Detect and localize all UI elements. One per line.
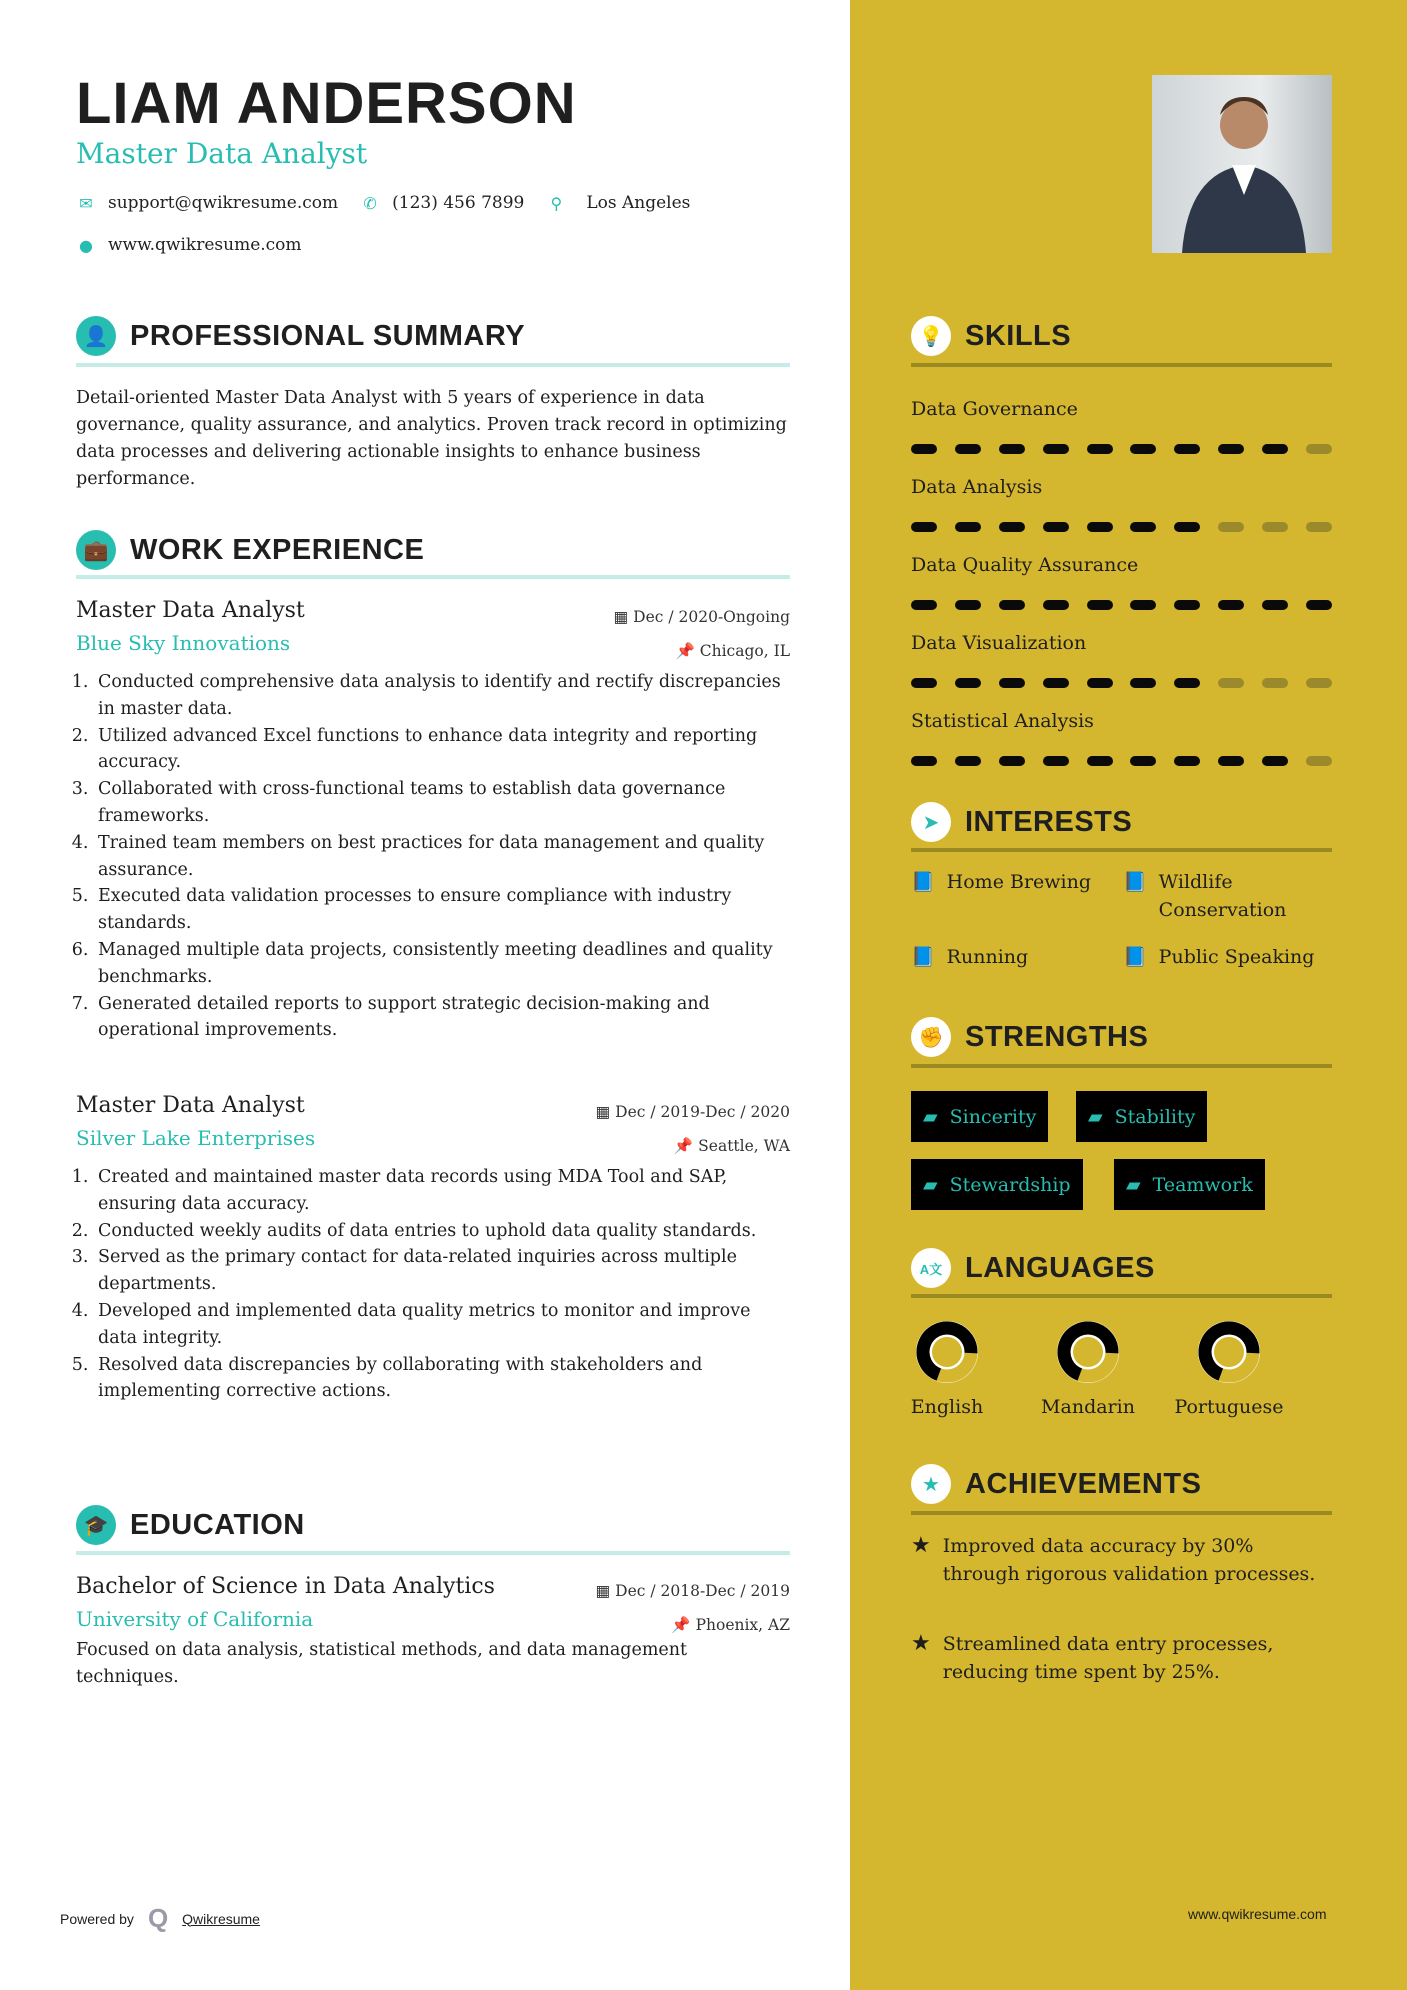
skill-name: Data Analysis: [911, 476, 1043, 498]
skill-dash: [911, 678, 937, 688]
experience-heading: 💼 WORK EXPERIENCE: [76, 530, 424, 570]
skill-dash: [1130, 600, 1156, 610]
briefcase-icon: 💼: [76, 530, 116, 570]
skill-dash: [1043, 756, 1069, 766]
strength-tag: ▰ Teamwork: [1114, 1159, 1265, 1210]
skill-dash: [911, 600, 937, 610]
interest-item: 📘 Running: [911, 943, 1028, 971]
skill-dash: [955, 678, 981, 688]
job-dates: ▦ Dec / 2020-Ongoing: [613, 608, 790, 626]
skill-dash: [999, 600, 1025, 610]
skill-dash: [1087, 600, 1113, 610]
website-row: [76, 235, 302, 255]
book-icon: 📘: [1123, 946, 1147, 968]
calendar-icon: ▦: [595, 1103, 611, 1121]
language-name: English: [910, 1396, 984, 1418]
book-icon: 📘: [1123, 871, 1147, 893]
achievements-heading: ★ ACHIEVEMENTS: [911, 1464, 1201, 1504]
website[interactable]: www.qwikresume.com: [108, 235, 302, 255]
skill-dash: [999, 756, 1025, 766]
phone-icon: ✆: [363, 193, 377, 213]
skill-dash: [1262, 522, 1288, 532]
language-item: [1023, 1320, 1153, 1418]
skill-dash: [955, 522, 981, 532]
graduation-icon: 🎓: [76, 1505, 116, 1545]
company: Silver Lake Enterprises: [76, 1126, 316, 1150]
skill-dash: [955, 600, 981, 610]
school: University of California: [76, 1607, 314, 1631]
skill-item: [911, 398, 1332, 454]
skill-dash: [1087, 678, 1113, 688]
book-icon: ▰: [923, 1105, 938, 1128]
interest-item: 📘 Public Speaking: [1123, 943, 1314, 971]
skill-dash: [1306, 678, 1332, 688]
job-dates: ▦ Dec / 2019-Dec / 2020: [595, 1103, 790, 1121]
pin-icon: 📌: [673, 1137, 694, 1155]
skill-dash: [1043, 678, 1069, 688]
skill-dash: [1130, 522, 1156, 532]
skill-dash: [1306, 600, 1332, 610]
envelope-icon: ✉: [79, 193, 93, 213]
calendar-icon: ▦: [613, 608, 629, 626]
skill-dash: [1218, 678, 1244, 688]
skill-dash: [999, 444, 1025, 454]
skill-dash: [1174, 522, 1200, 532]
achievement-item: ★ Improved data accuracy by 30% through rigorous validation processes.: [911, 1532, 1332, 1588]
skill-dash: [1130, 756, 1156, 766]
skill-dash: [1174, 678, 1200, 688]
education-heading: 🎓 EDUCATION: [76, 1505, 305, 1545]
job-location: 📌 Chicago, IL: [675, 642, 790, 660]
skill-dash: [1306, 522, 1332, 532]
divider: [76, 363, 790, 367]
strengths-heading: ✊ STRENGTHS: [911, 1017, 1148, 1057]
skill-dash: [911, 756, 937, 766]
job-entry: [76, 1093, 790, 1405]
candidate-title: Master Data Analyst: [76, 137, 368, 170]
language-item: [1164, 1320, 1294, 1418]
skill-item: [911, 476, 1332, 532]
education-dates: ▦ Dec / 2018-Dec / 2019: [595, 1582, 790, 1600]
degree: Bachelor of Science in Data Analytics: [76, 1574, 495, 1599]
skill-dash: [1174, 444, 1200, 454]
skill-dash: [1262, 756, 1288, 766]
skill-item: [911, 632, 1332, 688]
education-location: 📌 Phoenix, AZ: [671, 1616, 790, 1634]
skill-dash: [1043, 444, 1069, 454]
skill-level-bar: [911, 678, 1332, 688]
skill-item: [911, 710, 1332, 766]
language-name: Portuguese: [1174, 1396, 1284, 1418]
divider: [911, 1064, 1332, 1068]
skill-dash: [1130, 444, 1156, 454]
skill-level-bar: [911, 444, 1332, 454]
skill-item: [911, 554, 1332, 610]
skill-name: Data Quality Assurance: [911, 554, 1139, 576]
education-description: Focused on data analysis, statistical methods, and data management techniques.: [76, 1640, 688, 1687]
star-icon: ★: [911, 1631, 931, 1656]
book-icon: 📘: [911, 871, 935, 893]
job-bullets: 1. Conducted comprehensive data analysis to identify and rectify discrepancies in master data. 2. Utilized advanced Excel functions to enhance data integrity and reporting accuracy. 3. Collaborated with cross-functional teams to establish data governance frameworks. 4. Trained team members on best practices for data management and quality assurance. 5. Executed data validation processes to ensure compliance with industry standards. 6. Managed multiple data projects, consistently meeting deadlines and quality benchmarks. 7. Generated detailed reports to support strategic decision-making and operational improvements.: [76, 669, 790, 1044]
skill-dash: [999, 522, 1025, 532]
skill-level-bar: [911, 600, 1332, 610]
company: Blue Sky Innovations: [76, 631, 291, 655]
paper-plane-icon: ➤: [911, 802, 951, 842]
divider: [911, 848, 1332, 852]
skill-dash: [1174, 600, 1200, 610]
map-pin-icon: ⚲: [550, 193, 563, 213]
skills-heading: 💡 SKILLS: [911, 316, 1071, 356]
skill-dash: [1306, 444, 1332, 454]
book-icon: ▰: [923, 1173, 938, 1196]
email[interactable]: support@qwikresume.com: [108, 193, 339, 213]
fist-icon: ✊: [911, 1017, 951, 1057]
calendar-icon: ▦: [595, 1582, 611, 1600]
skill-dash: [1306, 756, 1332, 766]
summary-text: Detail-oriented Master Data Analyst with 5 years of experience in data governance, quality assurance, and analytics. Proven track record in optimizing data processes and delivering actionable insights to enhance business performance.: [76, 388, 787, 489]
strength-tag: ▰ Sincerity: [911, 1091, 1048, 1142]
language-donut: [1197, 1320, 1261, 1384]
languages-heading: A文 LANGUAGES: [911, 1248, 1155, 1288]
skill-dash: [1043, 600, 1069, 610]
language-item: [882, 1320, 1012, 1418]
skill-dash: [1262, 444, 1288, 454]
book-icon: ▰: [1126, 1173, 1141, 1196]
divider: [76, 1551, 790, 1555]
skill-dash: [1130, 678, 1156, 688]
translate-icon: A文: [911, 1248, 951, 1288]
skill-dash: [1087, 756, 1113, 766]
contact-row: [76, 193, 690, 213]
interests-heading: ➤ INTERESTS: [911, 802, 1132, 842]
skill-dash: [1043, 522, 1069, 532]
user-icon: 👤: [76, 316, 116, 356]
skill-dash: [1087, 444, 1113, 454]
divider: [911, 363, 1332, 367]
brand-link[interactable]: Qwikresume: [182, 1910, 260, 1927]
skill-dash: [1262, 678, 1288, 688]
lightbulb-icon: 💡: [911, 316, 951, 356]
skill-name: Data Governance: [911, 398, 1078, 420]
interest-item: 📘 Wildlife Conservation: [1123, 868, 1323, 924]
skill-name: Statistical Analysis: [911, 710, 1094, 732]
divider: [911, 1511, 1332, 1515]
skill-dash: [911, 444, 937, 454]
skill-dash: [1218, 600, 1244, 610]
pin-icon: 📌: [675, 642, 695, 660]
education-entry: [76, 1574, 790, 1691]
skill-dash: [1174, 756, 1200, 766]
job-bullets: 1. Created and maintained master data records using MDA Tool and SAP, ensuring data accuracy. 2. Conducted weekly audits of data entries to uphold data quality standards. 3. Served as the primary contact for data-related inquiries across multiple departments. 4. Developed and implemented data quality metrics to monitor and improve data integrity. 5. Resolved data discrepancies by collaborating with stakeholders and implementing corrective actions.: [76, 1164, 790, 1405]
qwikresume-logo-icon: Q: [147, 1903, 169, 1933]
globe-icon: ●: [79, 235, 93, 255]
interest-item: 📘 Home Brewing: [911, 868, 1091, 896]
skill-name: Data Visualization: [911, 632, 1087, 654]
skill-level-bar: [911, 522, 1332, 532]
job-title: Master Data Analyst: [76, 598, 305, 623]
profile-photo: [1152, 75, 1332, 253]
strength-tag: ▰ Stewardship: [911, 1159, 1083, 1210]
language-name: Mandarin: [1041, 1396, 1135, 1418]
strength-tag: ▰ Stability: [1076, 1091, 1207, 1142]
skill-dash: [911, 522, 937, 532]
skill-dash: [1262, 600, 1288, 610]
skill-dash: [1218, 756, 1244, 766]
skill-level-bar: [911, 756, 1332, 766]
phone: (123) 456 7899: [392, 193, 525, 213]
book-icon: 📘: [911, 946, 935, 968]
candidate-name: LIAM ANDERSON: [76, 71, 577, 136]
language-donut: [1056, 1320, 1120, 1384]
pin-icon: 📌: [671, 1616, 691, 1634]
skill-dash: [1218, 522, 1244, 532]
star-icon: ★: [911, 1464, 951, 1504]
summary-heading: 👤 PROFESSIONAL SUMMARY: [76, 316, 525, 356]
footer-website[interactable]: www.qwikresume.com: [1188, 1906, 1327, 1922]
skill-dash: [1087, 522, 1113, 532]
sidebar: [850, 0, 1407, 1990]
skill-dash: [955, 444, 981, 454]
job-entry: [76, 598, 790, 1044]
skill-dash: [1218, 444, 1244, 454]
achievement-item: ★ Streamlined data entry processes, reducing time spent by 25%.: [911, 1630, 1332, 1686]
skill-dash: [999, 678, 1025, 688]
skill-dash: [955, 756, 981, 766]
location: Los Angeles: [586, 193, 691, 213]
powered-by: Powered by Q Qwikresume: [60, 1903, 260, 1933]
job-location: 📌 Seattle, WA: [673, 1137, 790, 1155]
divider: [76, 575, 790, 579]
star-icon: ★: [911, 1533, 931, 1558]
job-title: Master Data Analyst: [76, 1093, 305, 1118]
book-icon: ▰: [1088, 1105, 1103, 1128]
divider: [911, 1294, 1332, 1298]
language-donut: [915, 1320, 979, 1384]
